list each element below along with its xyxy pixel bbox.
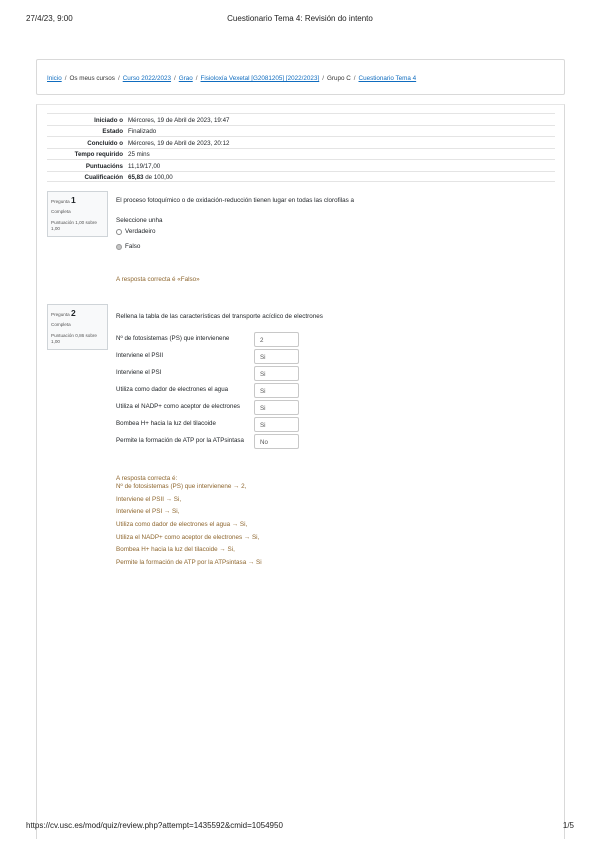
match-question: Interviene el PSI	[116, 369, 162, 376]
question-number	[51, 308, 104, 319]
question-1-feedback	[116, 277, 200, 290]
question-state: Completa	[51, 209, 71, 215]
summary-value: 11,19/17,00	[128, 162, 161, 170]
option-label: Falso	[125, 243, 141, 250]
match-row	[116, 416, 306, 433]
breadcrumb-box	[36, 59, 565, 95]
summary-value: Finalizado	[128, 128, 157, 135]
question-grade: Puntuación 1,00 sobre 1,00	[51, 219, 97, 231]
print-page-number: 1/5	[562, 821, 574, 830]
print-header	[26, 14, 574, 26]
feedback-line: Utiliza el NADP+ como aceptor de electrones → Si,	[116, 533, 260, 541]
summary-label: Iniciado o	[94, 116, 123, 124]
option-label: Verdadeiro	[125, 228, 156, 235]
summary-label: Concluído o	[87, 139, 123, 147]
match-answer-select[interactable]: Si	[254, 417, 299, 432]
match-question: Utiliza como dador de electrones el agua	[116, 386, 229, 393]
breadcrumb	[47, 75, 416, 82]
question-state: Completa	[51, 322, 71, 328]
breadcrumb-separator: /	[195, 75, 198, 82]
summary-value: 25 mins	[128, 151, 150, 158]
question-number	[51, 195, 104, 206]
summary-row-state	[47, 125, 555, 137]
print-title: Cuestionario Tema 4: Revisión do intento	[227, 14, 373, 23]
summary-label: Puntuacións	[85, 162, 123, 170]
summary-label: Tempo requirido	[74, 151, 123, 158]
match-answer-select[interactable]: Si	[254, 400, 299, 415]
feedback-line: Permite la formación de ATP por la ATPsintasa → Si	[116, 559, 262, 567]
feedback-line: A resposta correcta é:	[116, 475, 178, 482]
option-true[interactable]	[116, 228, 155, 235]
feedback-line: Interviene el PSII → Si,	[116, 495, 182, 503]
feedback-line: Interviene el PSI → Si,	[116, 508, 180, 516]
match-answer-select[interactable]: Si	[254, 366, 299, 381]
question-1-text: El proceso fotoquímico o de oxidación-reducción tienen lugar en todas las clorofilas a	[116, 197, 355, 204]
grade-max: de 100,00	[145, 174, 173, 181]
match-answer-select[interactable]: Si	[254, 349, 299, 364]
match-row	[116, 365, 306, 382]
question-number-value: 2	[70, 308, 76, 318]
print-url: https://cv.usc.es/mod/quiz/review.php?attempt=1435592&cmid=1054950	[26, 821, 283, 830]
breadcrumb-separator: /	[64, 75, 67, 82]
radio-unchecked-icon[interactable]	[116, 229, 122, 235]
summary-row-grade	[47, 171, 555, 183]
summary-row-started	[47, 113, 555, 125]
match-question: Interviene el PSII	[116, 352, 164, 359]
summary-row-completed	[47, 136, 555, 148]
question-2-text: Rellena la tabla de las características del transporte acíclico de electrones	[116, 313, 323, 320]
breadcrumb-home[interactable]: Inicio	[47, 75, 62, 82]
question-1-prompt: Seleccione unha	[116, 217, 163, 224]
match-question: Utiliza el NADP+ como aceptor de electrones	[116, 403, 240, 410]
radio-checked-icon[interactable]	[116, 244, 122, 250]
breadcrumb-separator: /	[353, 75, 356, 82]
breadcrumb-quiz[interactable]: Cuestionario Tema 4	[358, 75, 417, 82]
feedback-line: Nº de fotosistemas (PS) que intervienene → 2,	[116, 483, 247, 490]
quiz-review-region	[36, 104, 565, 839]
feedback-line: A resposta correcta é «Falso»	[116, 276, 200, 283]
breadcrumb-course[interactable]: Fisioloxía Vexetal [G2081205] [2022/2023]	[200, 75, 320, 82]
summary-value: Mércores, 19 de Abril de 2023, 19:47	[128, 116, 230, 124]
match-answer-select[interactable]: 2	[254, 332, 299, 347]
grade-score: 65,83	[128, 174, 144, 181]
summary-label: Cualificación	[84, 174, 123, 181]
match-answer-select[interactable]: Si	[254, 383, 299, 398]
question-1-info	[47, 191, 108, 237]
question-prefix: Pregunta	[51, 312, 70, 317]
question-grade: Puntuación 0,86 sobre 1,00	[51, 332, 97, 344]
breadcrumb-separator: /	[117, 75, 120, 82]
match-row	[116, 331, 306, 348]
match-row	[116, 382, 306, 399]
breadcrumb-separator: /	[174, 75, 176, 82]
attempt-summary-table	[47, 113, 555, 182]
match-question: Nº de fotosistemas (PS) que intervienene	[116, 335, 230, 342]
match-row	[116, 433, 306, 450]
match-row	[116, 348, 306, 365]
feedback-line: Utiliza como dador de electrones el agua → Si,	[116, 521, 248, 529]
breadcrumb-group: Grupo C	[326, 75, 351, 82]
print-footer	[26, 821, 574, 833]
match-question: Bombea H+ hacia la luz del tilacoide	[116, 420, 216, 427]
option-false[interactable]	[116, 243, 140, 250]
feedback-line: Bombea H+ hacia la luz del tilacoide → Si,	[116, 546, 235, 554]
match-answer-select[interactable]: No	[254, 434, 299, 449]
match-row	[116, 399, 306, 416]
match-question: Permite la formación de ATP por la ATPsintasa	[116, 437, 244, 444]
question-2-info	[47, 304, 108, 350]
breadcrumb-separator: /	[322, 75, 324, 82]
question-2-feedback	[116, 476, 262, 573]
question-number-value: 1	[70, 195, 76, 205]
summary-value	[128, 174, 173, 181]
question-prefix: Pregunta	[51, 199, 70, 204]
breadcrumb-course-year[interactable]: Curso 2022/2023	[122, 75, 172, 82]
summary-row-time	[47, 148, 555, 160]
summary-label: Estado	[102, 128, 123, 135]
summary-row-marks	[47, 159, 555, 171]
breadcrumb-my-courses: Os meus cursos	[69, 75, 115, 82]
summary-value: Mércores, 19 de Abril de 2023, 20:12	[128, 139, 230, 147]
breadcrumb-degree[interactable]: Grao	[178, 75, 193, 82]
print-date: 27/4/23, 9:00	[26, 14, 73, 23]
